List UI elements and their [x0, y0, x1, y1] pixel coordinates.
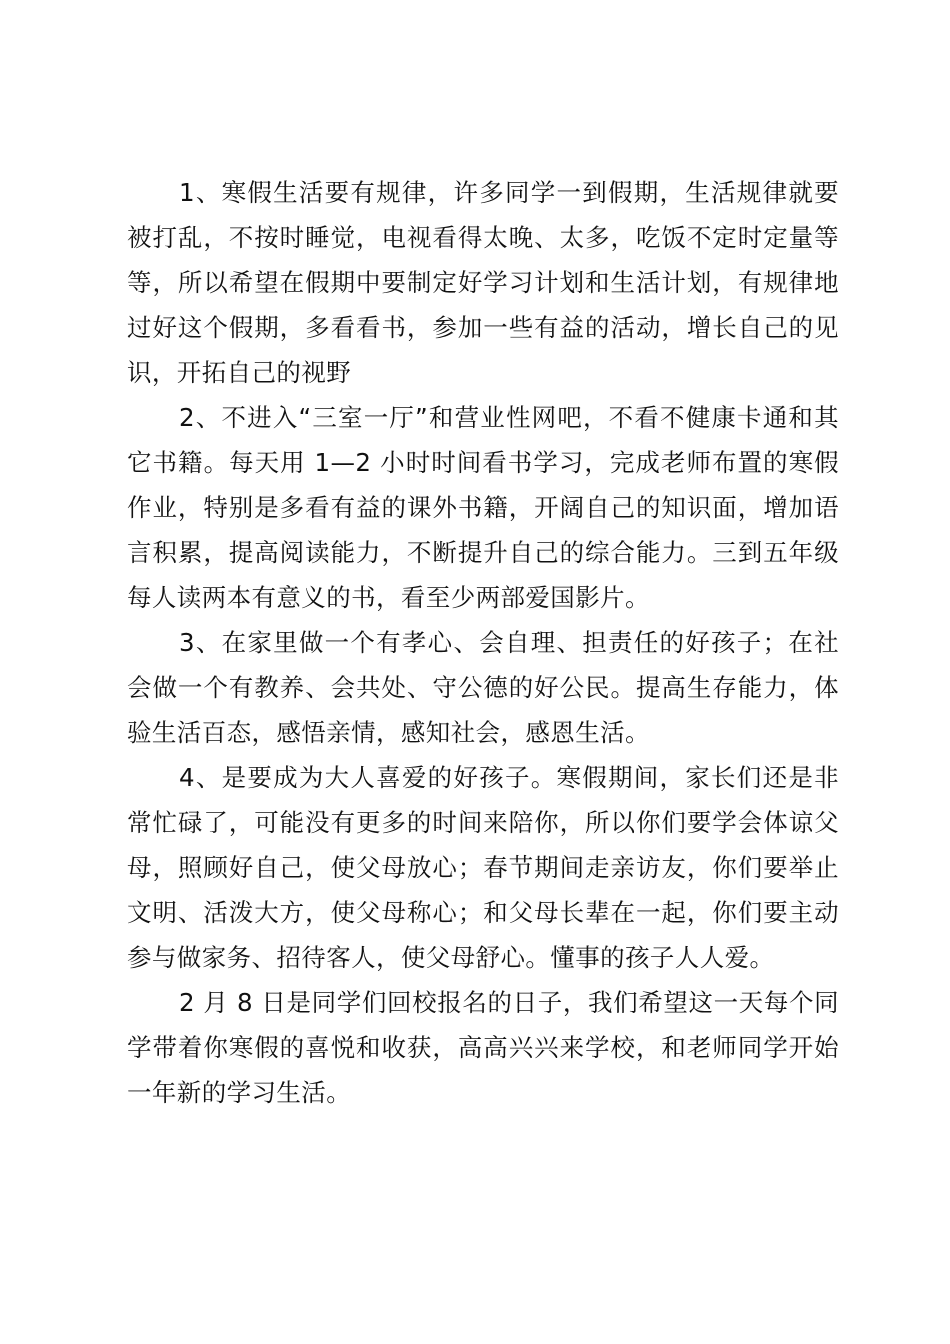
paragraph-3: 3、在家里做一个有孝心、会自理、担责任的好孩子；在社会做一个有教养、会共处、守公德的好公民。提高生存能力，体验生活百态，感悟亲情，感知社会，感恩生活。 [127, 628, 839, 747]
paragraph-5: 2 月 8 日是同学们回校报名的日子，我们希望这一天每个同学带着你寒假的喜悦和收获，高高兴兴来学校，和老师同学开始一年新的学习生活。 [127, 988, 839, 1107]
document-body [127, 170, 839, 1115]
paragraph-2: 2、不进入“三室一厅”和营业性网吧，不看不健康卡通和其它书籍。每天用 1—2 小时时间看书学习，完成老师布置的寒假作业，特别是多看有益的课外书籍，开阔自己的知识面，增加语言积累，提高阅读能力，不断提升自己的综合能力。三到五年级每人读两本有意义的书，看至少两部爱国影片。 [127, 403, 839, 612]
paragraph-4: 4、是要成为大人喜爱的好孩子。寒假期间，家长们还是非常忙碌了，可能没有更多的时间来陪你，所以你们要学会体谅父母，照顾好自己，使父母放心；春节期间走亲访友，你们要举止文明、活泼大方，使父母称心；和父母长辈在一起，你们要主动参与做家务、招待客人，使父母舒心。懂事的孩子人人爱。 [127, 763, 839, 972]
paragraph-1: 1、寒假生活要有规律，许多同学一到假期，生活规律就要被打乱，不按时睡觉，电视看得太晚、太多，吃饭不定时定量等等，所以希望在假期中要制定好学习计划和生活计划，有规律地过好这个假期，多看看书，参加一些有益的活动，增长自己的见识，开拓自己的视野 [127, 178, 839, 387]
